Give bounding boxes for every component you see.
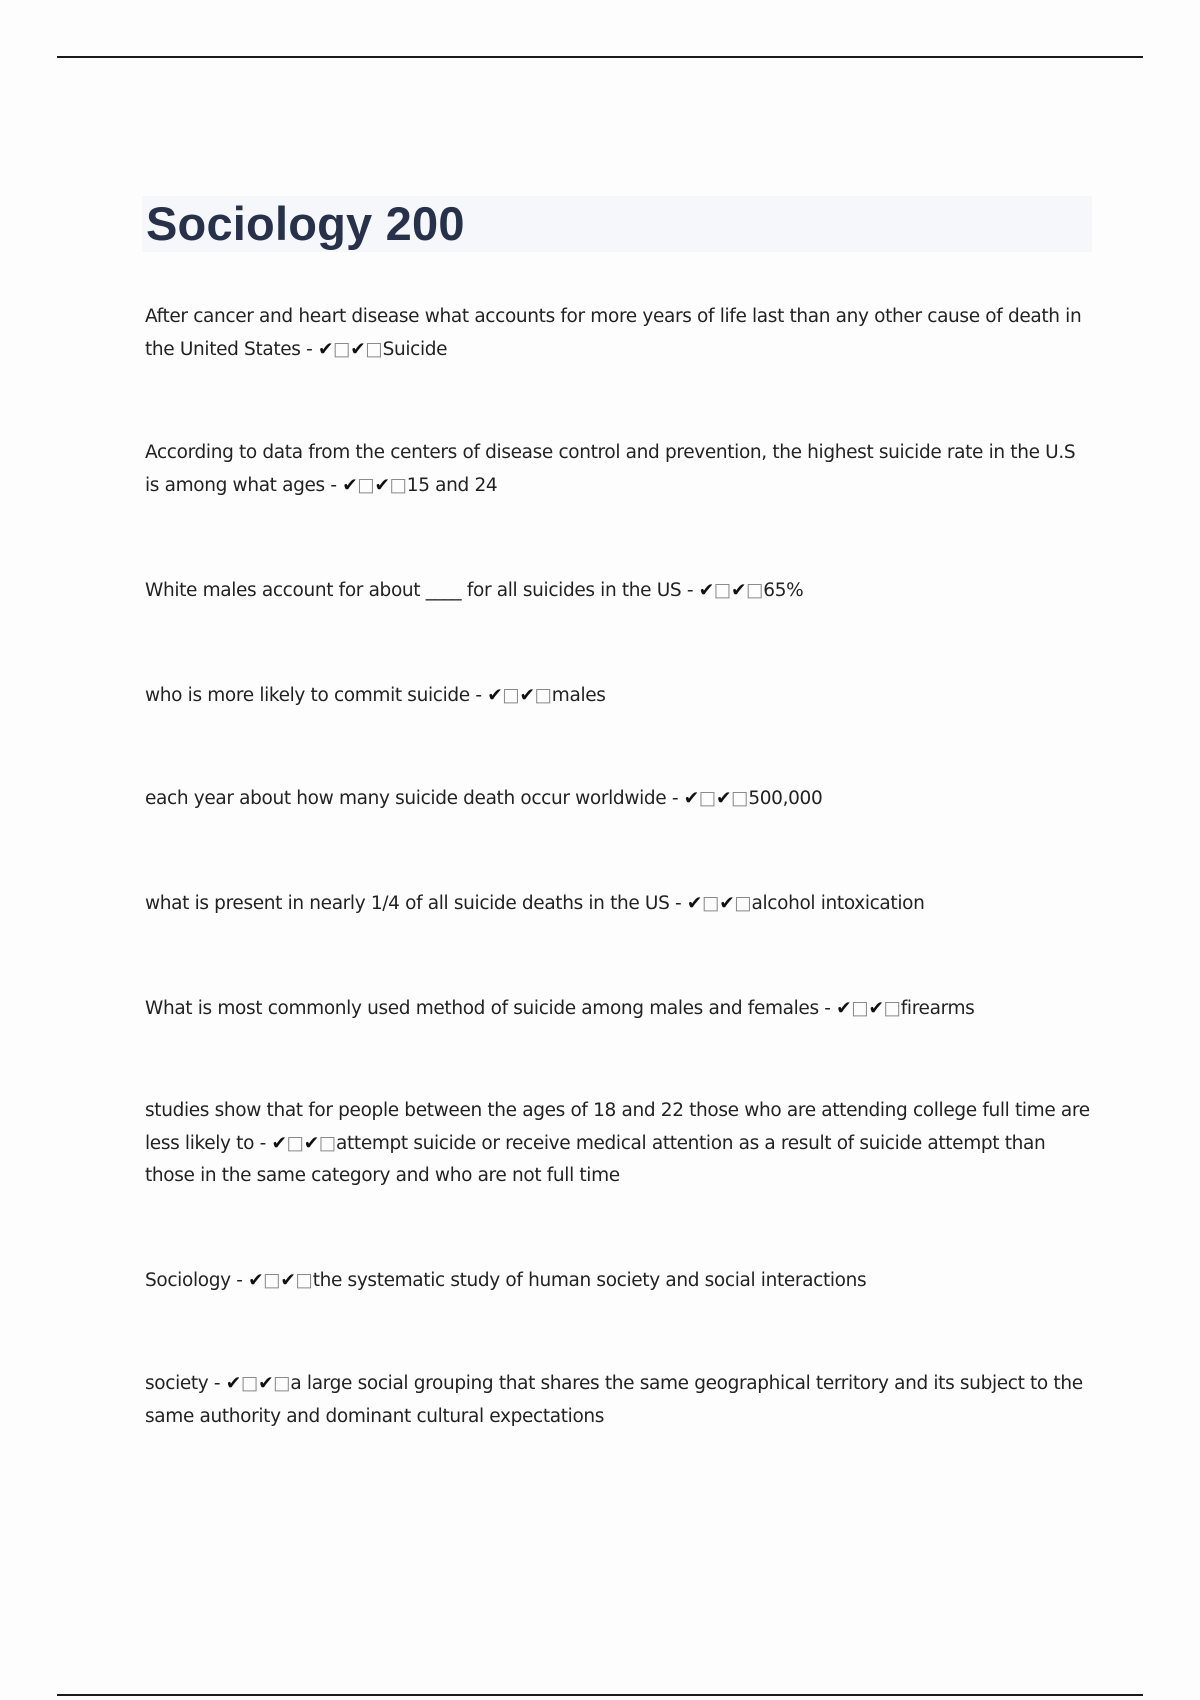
qa-question: After cancer and heart disease what accounts for more years of life last than any other cause of death in the United States xyxy=(145,306,1082,360)
box-icon: □ xyxy=(240,1373,259,1394)
check-icon: ✔ xyxy=(350,338,366,360)
qa-separator: - xyxy=(230,1270,249,1291)
check-icon: ✔ xyxy=(719,893,735,914)
box-icon: □ xyxy=(318,1132,337,1154)
qa-question: each year about how many suicide death occur worldwide xyxy=(145,788,667,809)
qa-item xyxy=(145,1368,1090,1433)
qa-question: what is present in nearly 1/4 of all suicide deaths in the US xyxy=(145,893,670,914)
qa-item xyxy=(145,575,1090,608)
qa-question: who is more likely to commit suicide xyxy=(145,685,470,706)
qa-item xyxy=(145,1095,1090,1193)
qa-separator: - xyxy=(469,685,488,706)
qa-separator: - xyxy=(254,1132,272,1154)
check-icon: ✔ xyxy=(271,1132,287,1154)
header-rule xyxy=(57,56,1143,58)
qa-question: According to data from the centers of disease control and prevention, the highest suicide rate in the U.S is among what ages xyxy=(145,442,1076,496)
box-icon: □ xyxy=(273,1373,291,1394)
qa-item xyxy=(145,783,1090,816)
check-icon: ✔ xyxy=(342,474,358,496)
check-icon: ✔ xyxy=(716,788,732,809)
qa-answer: Suicide xyxy=(382,338,448,360)
qa-question: Sociology xyxy=(145,1270,231,1291)
qa-answer: attempt suicide or receive medical attention as a result of suicide attempt than those in the same category and who are not full time xyxy=(145,1132,1046,1186)
box-icon: □ xyxy=(883,998,901,1019)
box-icon: □ xyxy=(357,474,375,496)
check-icon: ✔ xyxy=(225,1373,241,1394)
box-icon: □ xyxy=(295,1270,313,1291)
qa-question: society xyxy=(145,1373,209,1394)
box-icon: □ xyxy=(713,580,731,601)
box-icon: □ xyxy=(534,685,552,706)
check-icon: ✔ xyxy=(248,1270,264,1291)
qa-item xyxy=(145,301,1090,366)
check-icon: ✔ xyxy=(487,685,503,706)
check-icon: ✔ xyxy=(698,580,714,601)
qa-answer: 500,000 xyxy=(748,788,823,809)
box-icon: □ xyxy=(702,893,720,914)
check-icon: ✔ xyxy=(317,338,334,360)
qa-item xyxy=(145,888,1090,921)
box-icon: □ xyxy=(851,998,869,1019)
qa-item xyxy=(145,993,1090,1026)
check-icon: ✔ xyxy=(280,1270,296,1291)
check-icon: ✔ xyxy=(374,474,390,496)
qa-separator: - xyxy=(666,788,684,809)
qa-separator: - xyxy=(324,474,343,496)
qa-answer: alcohol intoxication xyxy=(751,893,925,914)
qa-answer: the systematic study of human society and social interactions xyxy=(312,1270,867,1291)
qa-question: White males account for about ____ for all suicides in the US xyxy=(145,580,682,601)
check-icon: ✔ xyxy=(303,1132,319,1154)
qa-answer: a large social grouping that shares the same geographical territory and its subject to the same authority and dominant cultural expectations xyxy=(145,1373,1083,1427)
box-icon: □ xyxy=(263,1270,281,1291)
check-icon: ✔ xyxy=(836,998,852,1019)
footer-rule xyxy=(57,1694,1143,1696)
check-icon: ✔ xyxy=(868,998,884,1019)
check-icon: ✔ xyxy=(686,893,703,914)
check-icon: ✔ xyxy=(258,1373,274,1394)
box-icon: □ xyxy=(502,685,520,706)
qa-separator: - xyxy=(818,998,837,1019)
box-icon: □ xyxy=(734,893,752,914)
qa-separator: - xyxy=(669,893,687,914)
qa-answer: 65% xyxy=(763,580,804,601)
qa-question: What is most commonly used method of suicide among males and females xyxy=(145,998,819,1019)
qa-answer: 15 and 24 xyxy=(406,474,498,496)
qa-answer: males xyxy=(551,685,606,706)
qa-item xyxy=(145,1265,1090,1298)
box-icon: □ xyxy=(365,338,383,360)
qa-separator: - xyxy=(300,338,318,360)
box-icon: □ xyxy=(389,474,407,496)
box-icon: □ xyxy=(286,1132,304,1154)
check-icon: ✔ xyxy=(519,685,535,706)
check-icon: ✔ xyxy=(683,788,699,809)
qa-item xyxy=(145,680,1090,713)
box-icon: □ xyxy=(333,338,351,360)
qa-separator: - xyxy=(681,580,699,601)
box-icon: □ xyxy=(698,788,717,809)
qa-item xyxy=(145,437,1090,502)
qa-separator: - xyxy=(208,1373,226,1394)
qa-answer: firearms xyxy=(900,998,975,1019)
box-icon: □ xyxy=(746,580,764,601)
check-icon: ✔ xyxy=(731,580,747,601)
qa-question: studies show that for people between the ages of 18 and 22 those who are attending college full time are less likely to xyxy=(145,1100,1090,1154)
box-icon: □ xyxy=(731,788,749,809)
document-title: Sociology 200 xyxy=(146,197,465,250)
